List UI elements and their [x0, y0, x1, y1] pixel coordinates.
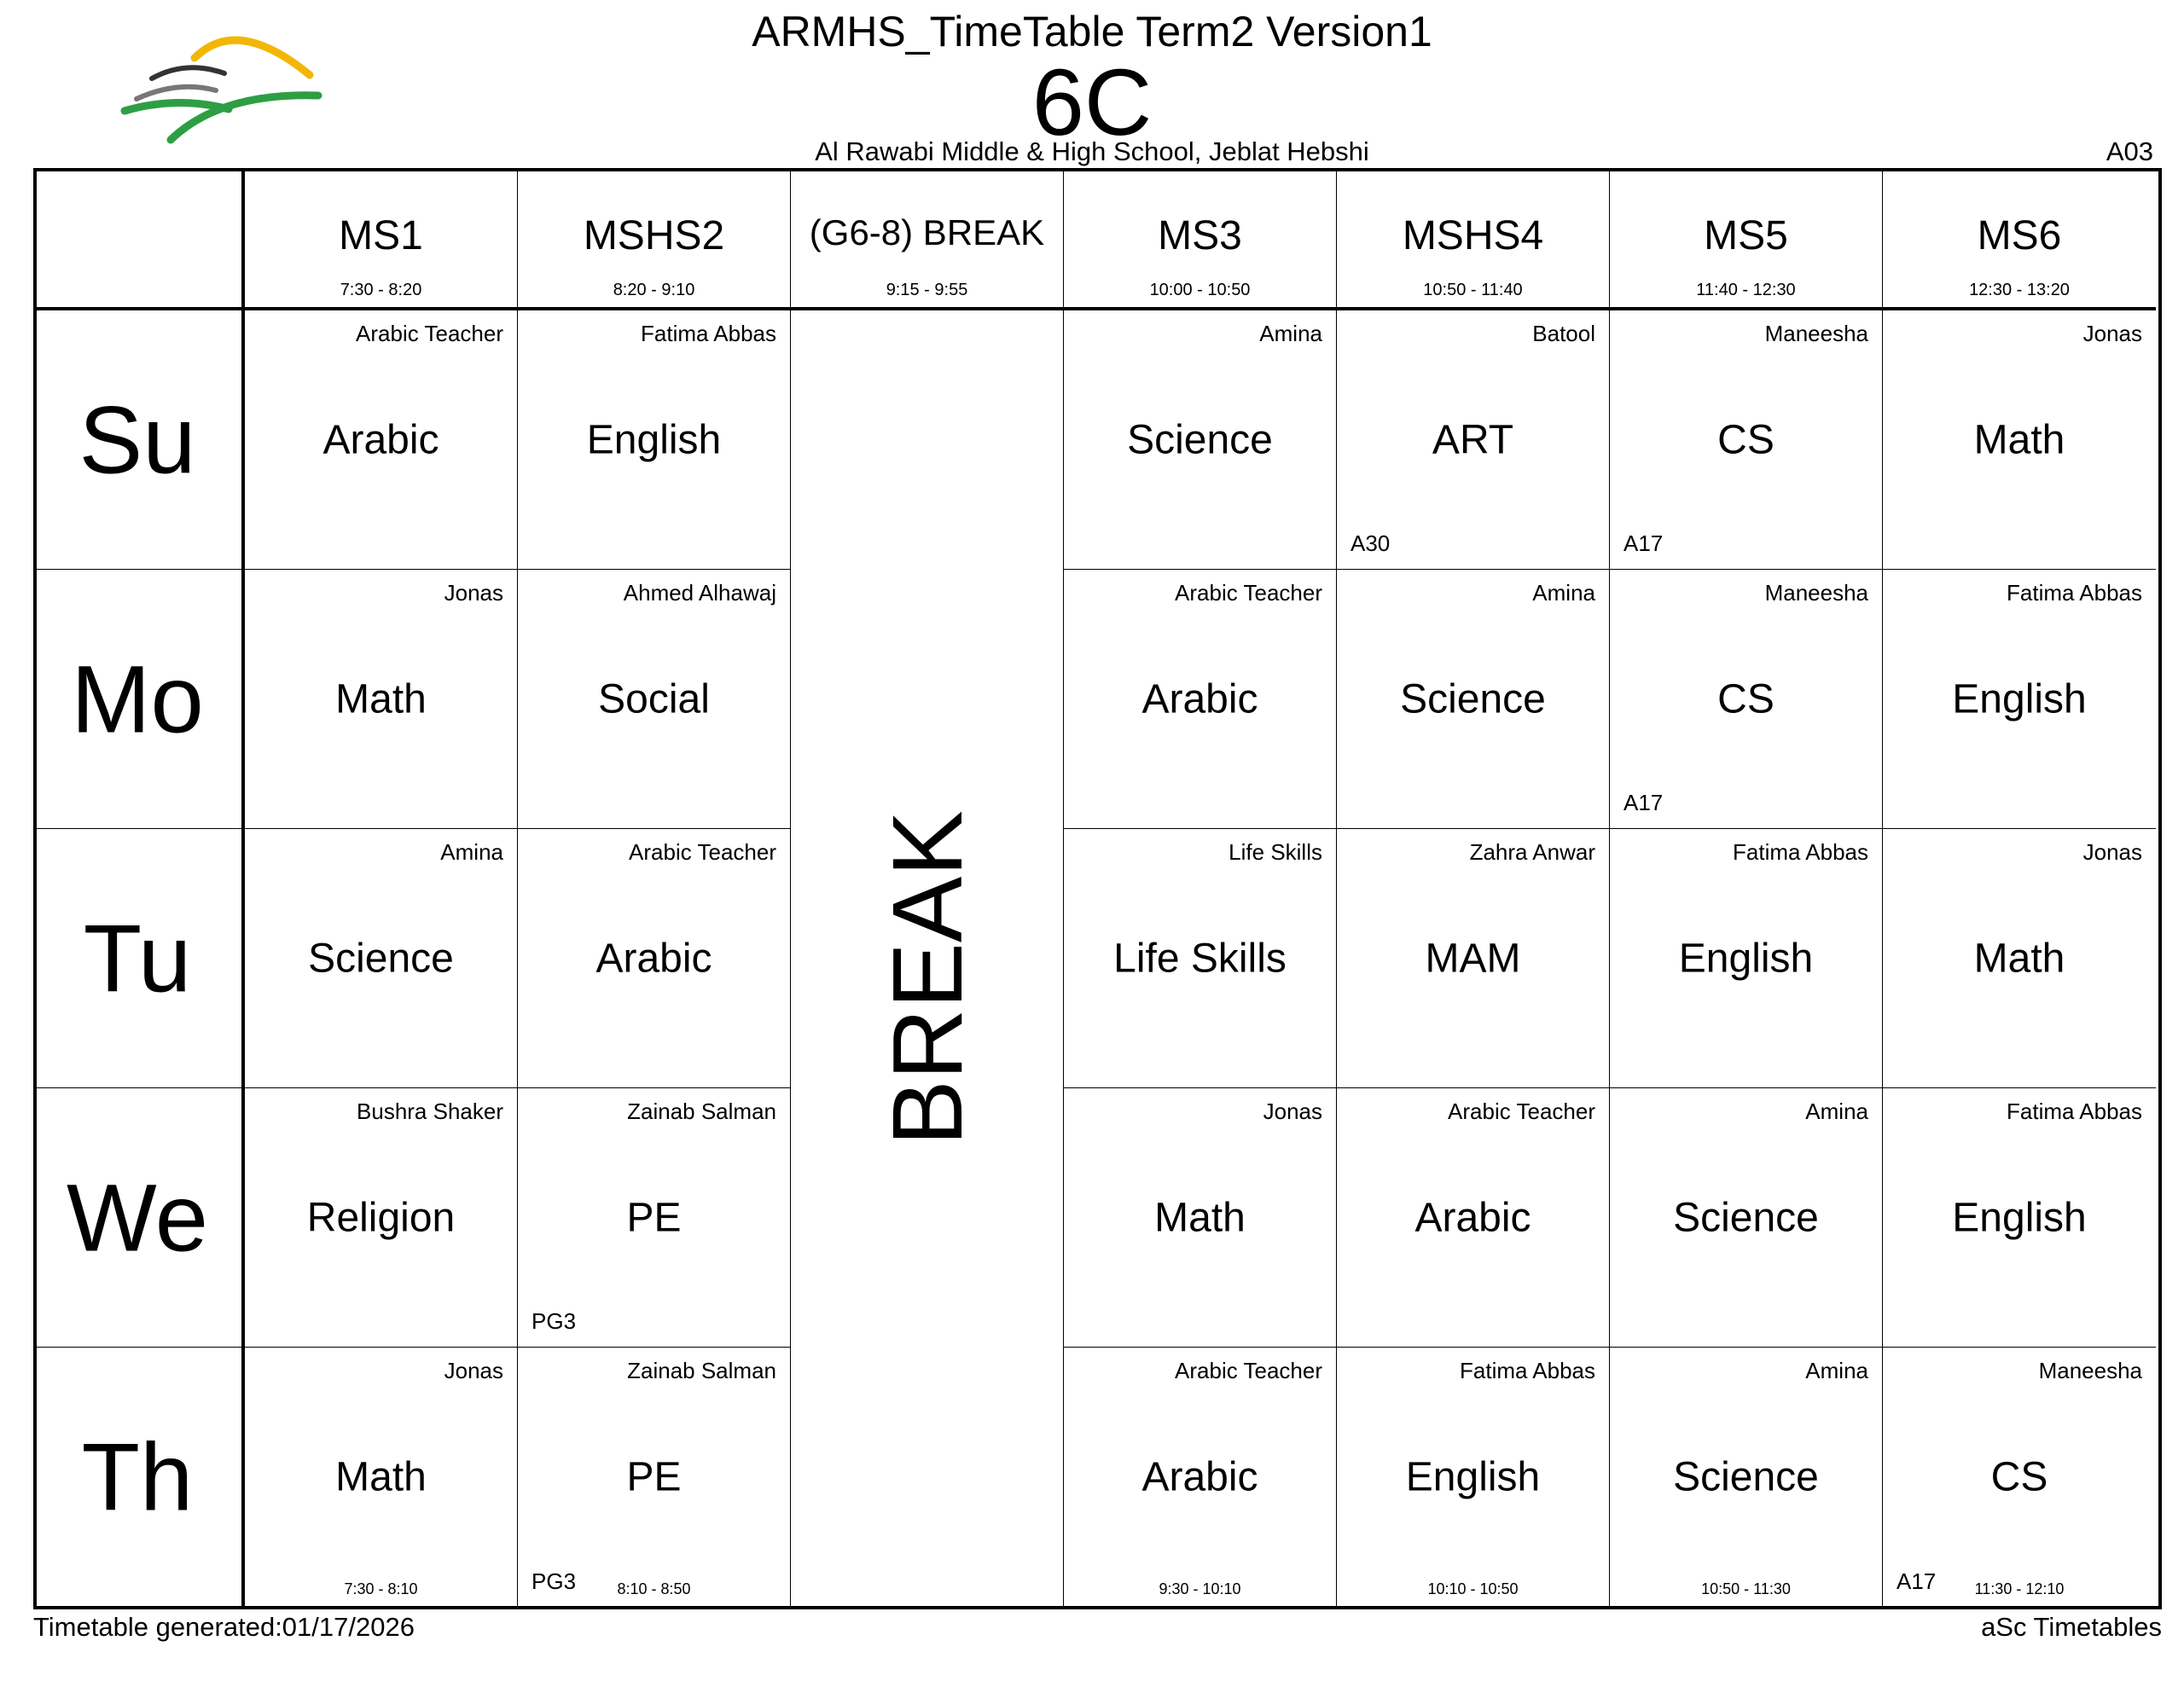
generated-date: Timetable generated:01/17/2026: [33, 1612, 415, 1642]
day-cell: [33, 570, 245, 829]
lesson-cell: [518, 1348, 791, 1607]
subject-name: ART: [1432, 417, 1514, 462]
lesson-cell: [1610, 1088, 1883, 1348]
teacher-name: Amina: [1805, 1358, 1868, 1383]
day-label: Tu: [83, 905, 192, 1012]
period-time: 12:30 - 13:20: [1969, 281, 2070, 299]
lesson-cell: [245, 829, 518, 1088]
teacher-name: Jonas: [2082, 321, 2142, 346]
room-label: A30: [1350, 530, 1391, 556]
teacher-name: Maneesha: [2038, 1358, 2142, 1383]
period-time: 11:40 - 12:30: [1696, 281, 1796, 299]
document-title: ARMHS_TimeTable Term2 Version1: [752, 8, 1432, 55]
lesson-time: 10:50 - 11:30: [1701, 1580, 1791, 1597]
lesson-cell: [1064, 1348, 1337, 1607]
room-label: PG3: [531, 1568, 577, 1594]
subject-name: MAM: [1425, 936, 1521, 981]
period-name: (G6-8) BREAK: [809, 212, 1045, 252]
teacher-name: Zainab Salman: [627, 1358, 776, 1383]
teacher-name: Amina: [1259, 321, 1322, 346]
period-header: [245, 168, 518, 310]
subject-name: Arabic: [1141, 676, 1258, 722]
teacher-name: Amina: [1532, 580, 1595, 606]
subject-name: Religion: [306, 1195, 456, 1240]
teacher-name: Maneesha: [1764, 321, 1868, 346]
period-header: [791, 168, 1064, 310]
day-cell: [33, 310, 245, 570]
period-time: 10:50 - 11:40: [1423, 281, 1523, 299]
day-cell: [33, 829, 245, 1088]
teacher-name: Jonas: [444, 1358, 503, 1383]
period-name: MS5: [1704, 213, 1788, 258]
lesson-cell: [245, 1348, 518, 1607]
lesson-cell: [1610, 1348, 1883, 1607]
teacher-name: Arabic Teacher: [1175, 580, 1322, 606]
day-cell: [33, 1088, 245, 1348]
teacher-name: Fatima Abbas: [1733, 839, 1868, 865]
teacher-name: Arabic Teacher: [629, 839, 776, 865]
teacher-name: Fatima Abbas: [2007, 1099, 2142, 1124]
subject-name: Science: [1673, 1195, 1819, 1240]
lesson-cell: [1064, 570, 1337, 829]
subject-name: PE: [626, 1454, 682, 1500]
lesson-cell: [1610, 310, 1883, 570]
teacher-name: Arabic Teacher: [1448, 1099, 1595, 1124]
lesson-cell: [1883, 1348, 2156, 1607]
period-time: 8:20 - 9:10: [613, 281, 695, 299]
lesson-cell: [518, 1088, 791, 1348]
lesson-cell: [1337, 310, 1610, 570]
teacher-name: Fatima Abbas: [1460, 1358, 1595, 1383]
day-label: Mo: [71, 646, 204, 752]
day-label: We: [67, 1164, 208, 1271]
lesson-cell: [518, 570, 791, 829]
day-label: Th: [81, 1423, 194, 1531]
teacher-name: Arabic Teacher: [1175, 1358, 1322, 1383]
teacher-name: Fatima Abbas: [2007, 580, 2142, 606]
class-name: 6C: [1031, 50, 1153, 155]
subject-name: Math: [335, 676, 427, 722]
lesson-cell: [1610, 570, 1883, 829]
period-time: 7:30 - 8:20: [340, 281, 422, 299]
room-label: PG3: [531, 1308, 577, 1334]
period-name: MSHS4: [1402, 213, 1544, 258]
period-header: [1064, 168, 1337, 310]
subject-name: Math: [1154, 1195, 1246, 1240]
subject-name: CS: [1717, 417, 1774, 462]
home-room-code: A03: [2106, 136, 2153, 166]
subject-name: CS: [1990, 1454, 2048, 1500]
lesson-time: 10:10 - 10:50: [1427, 1580, 1519, 1597]
subject-name: Math: [1973, 417, 2065, 462]
subject-name: Science: [1127, 417, 1273, 462]
subject-name: Math: [335, 1454, 427, 1500]
day-label: Su: [78, 386, 196, 493]
lesson-time: 7:30 - 8:10: [344, 1580, 418, 1597]
teacher-name: Jonas: [444, 580, 503, 606]
teacher-name: Jonas: [1263, 1099, 1322, 1124]
period-header: [518, 168, 791, 310]
room-label: A17: [1896, 1568, 1937, 1594]
subject-name: Science: [308, 936, 454, 981]
lesson-cell: [518, 829, 791, 1088]
lesson-cell: [1064, 310, 1337, 570]
subject-name: English: [1405, 1454, 1541, 1500]
period-time: 9:15 - 9:55: [886, 281, 968, 299]
lesson-cell: [1337, 829, 1610, 1088]
subject-name: English: [1952, 676, 2087, 722]
subject-name: English: [1952, 1195, 2087, 1240]
teacher-name: Amina: [1805, 1099, 1868, 1124]
subject-name: PE: [626, 1195, 682, 1240]
lesson-cell: [1064, 1088, 1337, 1348]
teacher-name: Zahra Anwar: [1469, 839, 1595, 865]
lesson-cell: [1610, 829, 1883, 1088]
period-header: [1883, 168, 2156, 310]
period-header: [1610, 168, 1883, 310]
lesson-cell: [1883, 829, 2156, 1088]
subject-name: Arabic: [595, 936, 712, 981]
lesson-cell: [245, 570, 518, 829]
teacher-name: Fatima Abbas: [641, 321, 776, 346]
subject-name: English: [1678, 936, 1814, 981]
subject-name: Life Skills: [1113, 936, 1287, 981]
lesson-time: 8:10 - 8:50: [617, 1580, 691, 1597]
subject-name: Arabic: [1414, 1195, 1531, 1240]
subject-name: Math: [1973, 936, 2065, 981]
break-label: BREAK: [871, 810, 983, 1146]
lesson-cell: [245, 310, 518, 570]
subject-name: Science: [1400, 676, 1546, 722]
teacher-name: Bushra Shaker: [357, 1099, 503, 1124]
teacher-name: Jonas: [2082, 839, 2142, 865]
teacher-name: Life Skills: [1228, 839, 1322, 865]
subject-name: English: [586, 417, 722, 462]
lesson-cell: [1337, 1088, 1610, 1348]
day-cell: [33, 1348, 245, 1607]
room-label: A17: [1623, 530, 1664, 556]
corner-cell: [33, 168, 245, 310]
lesson-cell: [245, 1088, 518, 1348]
break-column: [791, 310, 1064, 1607]
teacher-name: Maneesha: [1764, 580, 1868, 606]
subject-name: Arabic: [1141, 1454, 1258, 1500]
period-header: [1337, 168, 1610, 310]
lesson-cell: [1883, 310, 2156, 570]
period-name: MS6: [1977, 213, 2062, 258]
period-name: MSHS2: [583, 213, 725, 258]
subject-name: CS: [1717, 676, 1774, 722]
lesson-time: 11:30 - 12:10: [1974, 1580, 2065, 1597]
software-credit: aSc Timetables: [1981, 1612, 2162, 1642]
lesson-cell: [518, 310, 791, 570]
lesson-cell: [1883, 1088, 2156, 1348]
period-time: 10:00 - 10:50: [1149, 281, 1251, 299]
lesson-time: 9:30 - 10:10: [1159, 1580, 1241, 1597]
teacher-name: Ahmed Alhawaj: [623, 580, 776, 606]
school-name: Al Rawabi Middle & High School, Jeblat Hebshi: [815, 136, 1369, 166]
subject-name: Social: [598, 676, 710, 722]
period-name: MS3: [1158, 213, 1242, 258]
room-label: A17: [1623, 790, 1664, 815]
lesson-cell: [1883, 570, 2156, 829]
teacher-name: Amina: [440, 839, 503, 865]
teacher-name: Batool: [1532, 321, 1595, 346]
period-name: MS1: [339, 213, 423, 258]
teacher-name: Arabic Teacher: [356, 321, 503, 346]
lesson-cell: [1064, 829, 1337, 1088]
teacher-name: Zainab Salman: [627, 1099, 776, 1124]
lesson-cell: [1337, 570, 1610, 829]
timetable-grid: [33, 168, 2162, 1609]
subject-name: Arabic: [322, 417, 439, 462]
lesson-cell: [1337, 1348, 1610, 1607]
subject-name: Science: [1673, 1454, 1819, 1500]
